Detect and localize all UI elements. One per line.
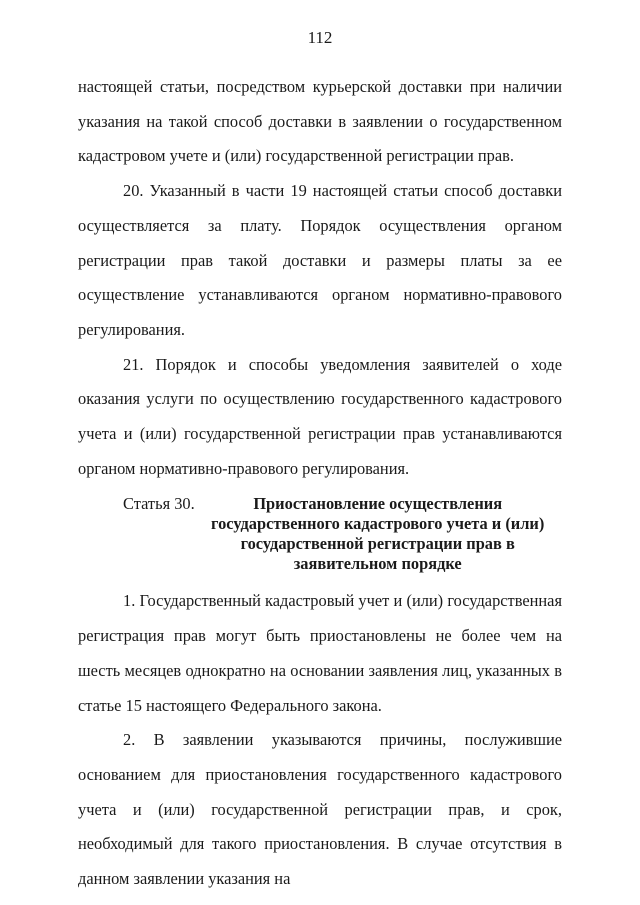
paragraph-21: 21. Порядок и способы уведомления заявителей о ходе оказания услуги по осуществлению государственного кадастрового учета и (или) государственной регистрации прав устанавливаются органом нормативно-правового регулирования. <box>78 354 562 478</box>
article-heading <box>78 494 562 574</box>
article-title: Приостановление осуществления государственного кадастрового учета и (или) государственной регистрации прав в заявительном порядке <box>211 494 545 574</box>
paragraph-20: 20. Указанный в части 19 настоящей статьи способ доставки осуществляется за плату. Порядок осуществления органом регистрации прав такой доставки и размеры платы за ее осуществление устанавливаются органом нормативно-правового регулирования. <box>78 181 562 339</box>
document-body <box>78 70 562 897</box>
page-number: 112 <box>307 28 333 47</box>
article-paragraph-2: 2. В заявлении указываются причины, послужившие основанием для приостановления государственного кадастрового учета и (или) государственной регистрации прав, и срок, необходимый для такого приостановления. В случае отсутствия в данном заявлении указания на <box>78 730 562 889</box>
article-number: Статья 30. <box>123 494 195 514</box>
paragraph-continuation: настоящей статьи, посредством курьерской доставки при наличии указания на такой способ доставки в заявлении о государственном кадастровом учете и (или) государственной регистрации прав. <box>78 77 562 166</box>
article-paragraph-1: 1. Государственный кадастровый учет и (или) государственная регистрация прав могут быть приостановлены не более чем на шесть месяцев однократно на основании заявления лиц, указанных в статье 15 настоящего Федерального закона. <box>78 591 562 715</box>
